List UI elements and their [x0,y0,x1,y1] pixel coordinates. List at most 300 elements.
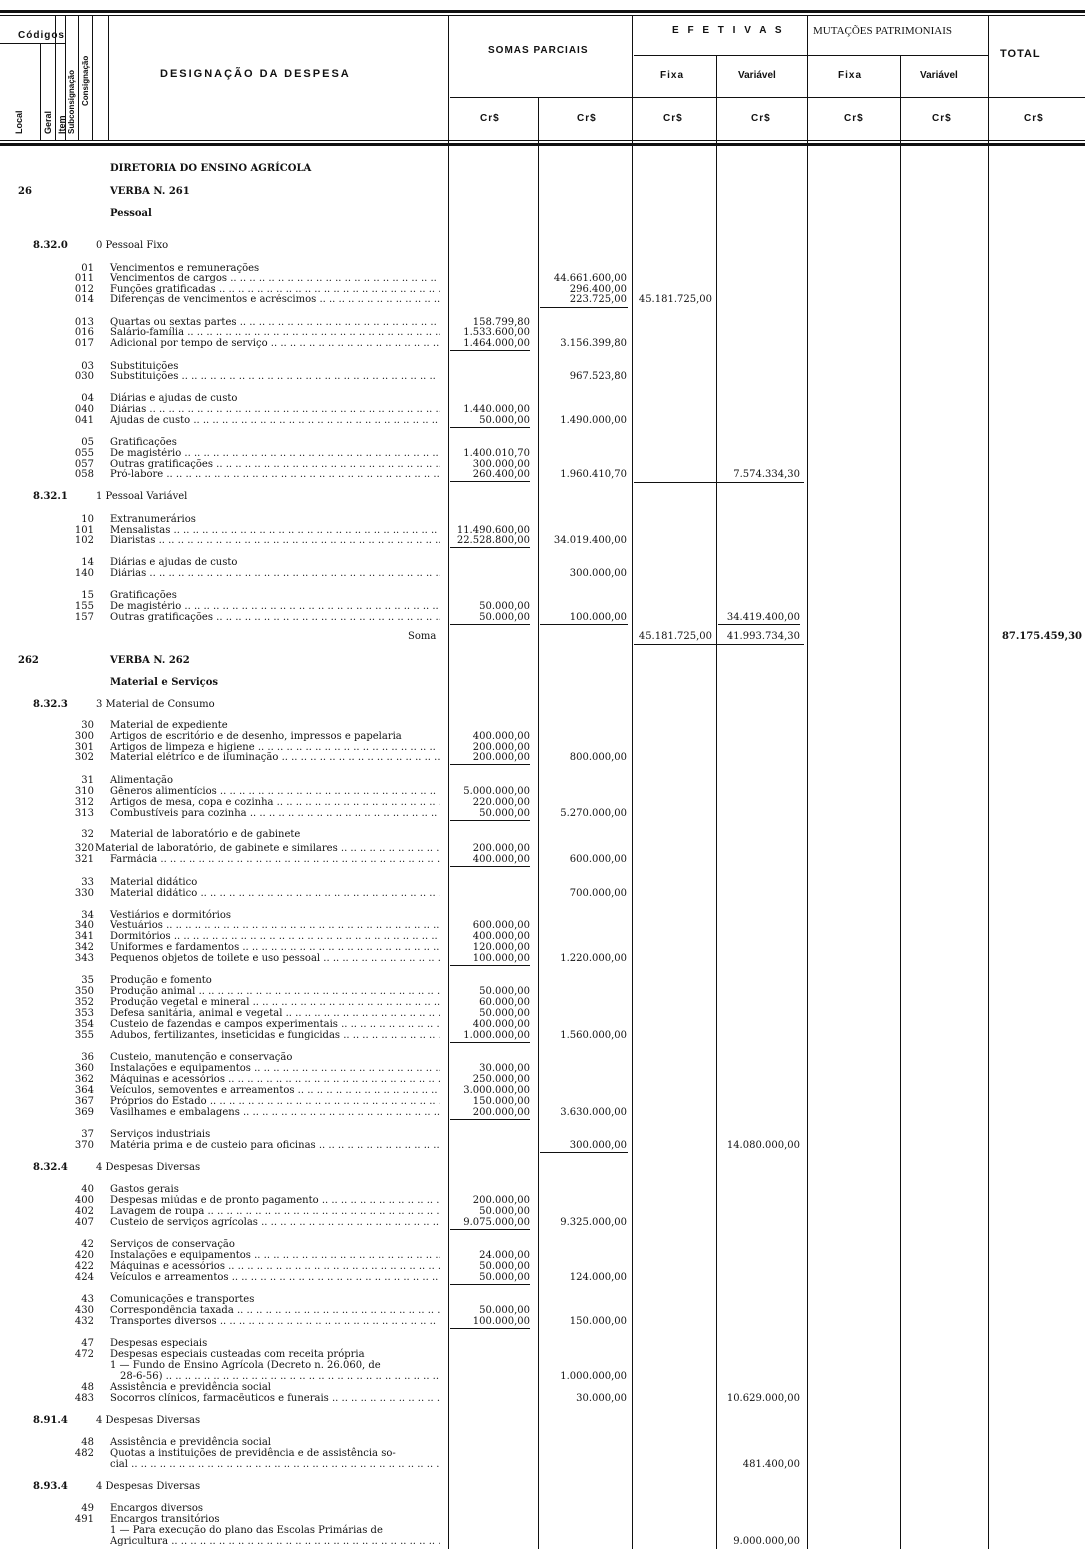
somas-parciais-1-value: 120.000,00 [472,942,530,953]
somas-parciais-1-value: 600.000,00 [472,920,530,931]
somas-parciais-1-value: 50.000,00 [479,1305,530,1316]
row-description: Material e Serviços [110,677,219,688]
row-description: Quotas a instituições de previdência e de assistência so- [110,1448,396,1459]
header-bottom-rule [0,140,1085,141]
table-row [0,1294,1085,1305]
geral-header: Geral [43,110,53,134]
soma-label: Soma [408,631,437,642]
table-row [0,797,1085,808]
somas-parciais-1-value: 300.000,00 [472,459,530,470]
row-description: Assistência e previdência social [110,1382,271,1393]
table-row [0,1052,1085,1063]
row-item-code: 016 [74,327,94,338]
row-description: cial .. .. [110,1459,440,1470]
somas-parciais-1-value: 60.000,00 [479,997,530,1008]
row-description: 3 Material de Consumo [96,699,215,710]
row-item-code: 05 [81,437,94,448]
table-row [0,469,1085,480]
efetivas-variavel-value: 41.993.734,30 [726,631,800,642]
subtotal-rule [540,1152,628,1153]
subtotal-rule [634,482,804,483]
row-description: Material elétrico e de iluminação .. .. [110,752,440,763]
subtotal-rule [450,350,530,351]
table-row [0,1239,1085,1250]
row-item-code: 312 [74,797,94,808]
row-item-code: 30 [81,720,94,731]
efetivas-variavel-value: 34.419.400,00 [726,612,800,623]
somas-parciais-2-value: 3.156.399,80 [560,338,627,349]
table-row [0,1129,1085,1140]
somas-parciais-1-value: 3.000.000,00 [463,1085,530,1096]
row-description: Material de laboratório, de gabinete e similares .. .. [95,843,440,854]
row-item-code: 42 [81,1239,94,1250]
row-item-code: 360 [74,1063,94,1074]
row-description: Pequenos objetos de toilete e uso pessoal .. .. [110,953,440,964]
table-row [0,1382,1085,1393]
row-description: Serviços de conservação [110,1239,235,1250]
row-item-code: 424 [74,1272,94,1283]
row-item-code: 313 [74,808,94,819]
somas-parciais-2-value: 30.000,00 [576,1393,627,1404]
subtotal-rule [450,866,530,867]
row-code: 8.32.3 [33,699,68,710]
row-description: Assistência e previdência social [110,1437,271,1448]
row-description: 1 — Para execução do plano das Escolas Primárias de [110,1525,383,1536]
row-item-code: 057 [74,459,94,470]
somas-parciais-2-value: 1.000.000,00 [560,1371,627,1382]
row-description: VERBA N. 262 [110,655,190,666]
subhead-rule [450,97,1085,98]
row-description: Correspondência taxada .. .. [110,1305,440,1316]
row-description: Diaristas .. .. [110,535,440,546]
row-item-code: 432 [74,1316,94,1327]
subtotal-rule [450,547,530,548]
table-row [0,631,1085,642]
row-description: Produção e fomento [110,975,212,986]
row-description: Matéria prima e de custeio para oficinas .. .. [110,1140,440,1151]
row-item-code: 31 [81,775,94,786]
row-description: Instalações e equipamentos .. .. [110,1063,440,1074]
row-item-code: 350 [74,986,94,997]
row-item-code: 157 [74,612,94,623]
somas-parciais-2-value: 1.960.410,70 [560,469,627,480]
row-item-code: 310 [74,786,94,797]
row-description: Custeio, manutenção e conservação [110,1052,293,1063]
total-header: TOTAL [1000,48,1041,60]
subtotal-rule [450,481,530,482]
subtotal-rule [540,307,628,308]
row-item-code: 33 [81,877,94,888]
somas-parciais-1-value: 50.000,00 [479,612,530,623]
row-item-code: 400 [74,1195,94,1206]
table-row [0,1349,1085,1360]
subtotal-rule [450,624,530,625]
somas-parciais-2-value: 296.400,00 [569,284,627,295]
table-row [0,829,1085,840]
row-item-code: 353 [74,1008,94,1019]
table-row [0,731,1085,742]
somas-parciais-1-value: 22.528.800,00 [456,535,530,546]
table-row [0,877,1085,888]
table-row [0,843,1085,854]
table-row [0,720,1085,731]
row-description: Gastos gerais [110,1184,179,1195]
row-item-code: 34 [81,910,94,921]
row-item-code: 102 [74,535,94,546]
row-item-code: 355 [74,1030,94,1041]
table-row [0,1525,1085,1536]
table-row [0,888,1085,899]
somas-parciais-1-value: 400.000,00 [472,854,530,865]
col-line-desc [108,15,109,140]
row-item-code: 48 [81,1437,94,1448]
row-item-code: 354 [74,1019,94,1030]
table-row [0,208,1085,219]
row-description: Gêneros alimentícios .. .. [110,786,440,797]
row-description: Instalações e equipamentos .. .. [110,1250,440,1261]
somas-parciais-1-value: 50.000,00 [479,1008,530,1019]
row-description: 4 Despesas Diversas [96,1415,201,1426]
table-row [0,1162,1085,1173]
somas-parciais-1-value: 9.075.000,00 [463,1217,530,1228]
row-item-code: 491 [74,1514,94,1525]
table-row [0,953,1085,964]
subtotal-rule [450,427,530,428]
row-description: Pessoal [110,208,152,219]
somas-parciais-2-value: 300.000,00 [569,568,627,579]
row-description: Substituições [110,361,179,372]
somas-parciais-1-value: 400.000,00 [472,931,530,942]
subconsignacao-header: Subconsignação [67,69,76,134]
currency-c4: Cr$ [751,113,771,124]
row-item-code: 35 [81,975,94,986]
table-row [0,1096,1085,1107]
efetivas-rule [634,55,989,56]
table-row [0,393,1085,404]
row-item-code: 014 [74,294,94,305]
table-row [0,273,1085,284]
somas-parciais-1-value: 250.000,00 [472,1074,530,1085]
row-item-code: 364 [74,1085,94,1096]
row-item-code: 407 [74,1217,94,1228]
row-item-code: 49 [81,1503,94,1514]
somas-parciais-2-value: 300.000,00 [569,1140,627,1151]
row-description: Outras gratificações .. .. [110,459,440,470]
row-description: De magistério .. .. [110,448,440,459]
row-item-code: 040 [74,404,94,415]
row-description: Máquinas e acessórios .. .. [110,1261,440,1272]
row-item-code: 300 [74,731,94,742]
table-row [0,294,1085,305]
subtotal-rule [450,965,530,966]
efetivas-variavel-value: 9.000.000,00 [733,1536,800,1547]
somas-parciais-1-value: 400.000,00 [472,1019,530,1030]
row-description: 28-6-56) .. .. [120,1371,440,1382]
somas-parciais-1-value: 150.000,00 [472,1096,530,1107]
row-description: Material de laboratório e de gabinete [110,829,301,840]
row-description: Custeio de serviços agrícolas .. .. [110,1217,440,1228]
table-row [0,404,1085,415]
somas-parciais-1-value: 200.000,00 [472,742,530,753]
row-code: 8.32.4 [33,1162,68,1173]
table-row [0,975,1085,986]
somas-parciais-2-value: 124.000,00 [569,1272,627,1283]
row-description: Custeio de fazendas e campos experimentais .. .. [110,1019,440,1030]
table-row [0,1107,1085,1118]
table-row [0,590,1085,601]
row-description: Agricultura .. .. [110,1536,440,1547]
table-row [0,775,1085,786]
table-row [0,1338,1085,1349]
row-description: Quartas ou sextas partes .. .. [110,317,440,328]
row-description: Lavagem de roupa .. .. [110,1206,440,1217]
somas-parciais-1-value: 50.000,00 [479,601,530,612]
table-row [0,1008,1085,1019]
row-description: Produção animal .. .. [110,986,440,997]
col-line-cons [92,15,93,140]
table-row [0,699,1085,710]
currency-c7: Cr$ [1024,113,1044,124]
row-description: Material didático .. .. [110,888,440,899]
table-row [0,1074,1085,1085]
somas-parciais-1-value: 1.533.600,00 [463,327,530,338]
table-row [0,557,1085,568]
table-row [0,920,1085,931]
table-row [0,1206,1085,1217]
row-item-code: 330 [74,888,94,899]
total-value: 87.175.459,30 [1001,631,1082,642]
table-row [0,535,1085,546]
efetivas-variavel-value: 10.629.000,00 [726,1393,800,1404]
somas-parciais-1-value: 100.000,00 [472,1316,530,1327]
somas-parciais-1-value: 30.000,00 [479,1063,530,1074]
row-item-code: 10 [81,514,94,525]
somas-parciais-1-value: 200.000,00 [472,752,530,763]
row-item-code: 15 [81,590,94,601]
row-description: Artigos de escritório e de desenho, impressos e papelaria [110,731,402,742]
table-row [0,371,1085,382]
table-row [0,437,1085,448]
row-description: Máquinas e acessórios .. .. [110,1074,440,1085]
somas-parciais-2-value: 44.661.600,00 [553,273,627,284]
somas-parciais-2-value: 34.019.400,00 [553,535,627,546]
somas-parciais-1-value: 220.000,00 [472,797,530,808]
row-description: Comunicações e transportes [110,1294,255,1305]
col-line-subcons [78,15,79,140]
row-item-code: 369 [74,1107,94,1118]
somas-parciais-1-value: 200.000,00 [472,843,530,854]
row-item-code: 055 [74,448,94,459]
somas-parciais-1-value: 50.000,00 [479,1206,530,1217]
row-description: Transportes diversos .. .. [110,1316,440,1327]
item-header: Item [57,115,67,134]
efetivas-fixa-value: 45.181.725,00 [638,294,712,305]
somas-parciais-1-value: 1.440.000,00 [463,404,530,415]
table-row [0,612,1085,623]
row-description: Farmácia .. .. [110,854,440,865]
row-code: 262 [18,655,39,666]
table-row [0,327,1085,338]
somas-parciais-1-value: 50.000,00 [479,415,530,426]
codigos-header: Códigos [18,30,65,41]
somas-parciais-1-value: 50.000,00 [479,1272,530,1283]
table-row [0,1514,1085,1525]
row-item-code: 37 [81,1129,94,1140]
table-row [0,1195,1085,1206]
somas-parciais-2-value: 1.220.000,00 [560,953,627,964]
efetivas-header: E F E T I V A S [672,25,785,36]
efetivas-variavel-value: 481.400,00 [742,1459,800,1470]
row-description: De magistério .. .. [110,601,440,612]
row-description: Encargos transitórios [110,1514,220,1525]
subtotal-rule [450,1042,530,1043]
row-description: Combustíveis para cozinha .. .. [110,808,440,819]
somas-parciais-2-value: 223.725,00 [569,294,627,305]
row-item-code: 402 [74,1206,94,1217]
table-row [0,1250,1085,1261]
row-description: Vasilhames e embalagens .. .. [110,1107,440,1118]
row-item-code: 362 [74,1074,94,1085]
row-description: Veículos, semoventes e arreamentos .. .. [110,1085,440,1096]
table-row [0,986,1085,997]
row-item-code: 340 [74,920,94,931]
table-row [0,1184,1085,1195]
subtotal-rule [450,820,530,821]
row-item-code: 36 [81,1052,94,1063]
row-item-code: 14 [81,557,94,568]
somas-parciais-2-value: 3.630.000,00 [560,1107,627,1118]
row-description: Vestiários e dormitórios [110,910,231,921]
row-description: Diárias e ajudas de custo [110,393,238,404]
row-description: 4 Despesas Diversas [96,1162,201,1173]
somas-parciais-2-value: 150.000,00 [569,1316,627,1327]
row-item-code: 40 [81,1184,94,1195]
row-description: Substituições .. .. [110,371,440,382]
row-item-code: 370 [74,1140,94,1151]
table-row [0,1503,1085,1514]
row-description: Adicional por tempo de serviço .. .. [110,338,440,349]
table-row [0,1448,1085,1459]
table-row [0,186,1085,197]
efetivas-variavel-value: 14.080.000,00 [726,1140,800,1151]
row-description: Dormitórios .. .. [110,931,440,942]
somas-parciais-1-value: 1.464.000,00 [463,338,530,349]
table-row [0,1459,1085,1470]
table-row [0,1316,1085,1327]
table-row [0,163,1085,174]
table-row [0,1371,1085,1382]
row-description: Socorros clínicos, farmacêuticos e funerais .. .. [110,1393,440,1404]
table-row [0,786,1085,797]
table-row [0,568,1085,579]
row-description: Artigos de limpeza e higiene .. .. [110,742,440,753]
somas-parciais-2-value: 700.000,00 [569,888,627,899]
row-code: 8.32.1 [33,491,68,502]
row-item-code: 32 [81,829,94,840]
currency-c6: Cr$ [932,113,952,124]
table-row [0,854,1085,865]
somas-parciais-1-value: 50.000,00 [479,808,530,819]
row-item-code: 483 [74,1393,94,1404]
row-item-code: 352 [74,997,94,1008]
table-row [0,1140,1085,1151]
table-row [0,931,1085,942]
table-row [0,514,1085,525]
row-description: Outras gratificações .. .. [110,612,440,623]
row-description: Despesas especiais [110,1338,208,1349]
row-description: Veículos e arreamentos .. .. [110,1272,440,1283]
row-description: Mensalistas .. .. [110,525,440,536]
row-description: 0 Pessoal Fixo [96,240,169,251]
subtotal-rule [540,624,628,625]
row-item-code: 343 [74,953,94,964]
row-description: Despesas miúdas e de pronto pagamento .. .. [110,1195,440,1206]
table-row [0,1261,1085,1272]
col-line-somas2 [538,97,539,1549]
row-description: Diárias .. .. [110,568,440,579]
somas-parciais-2-value: 800.000,00 [569,752,627,763]
row-description: Salário-família .. .. [110,327,440,338]
row-description: Adubos, fertilizantes, inseticidas e fungicidas .. .. [110,1030,440,1041]
row-item-code: 422 [74,1261,94,1272]
row-description: Defesa sanitária, animal e vegetal .. .. [110,1008,440,1019]
row-description: 1 Pessoal Variável [96,491,188,502]
somas-parciais-header: SOMAS PARCIAIS [488,45,589,56]
row-item-code: 47 [81,1338,94,1349]
row-item-code: 342 [74,942,94,953]
row-item-code: 420 [74,1250,94,1261]
table-row [0,1085,1085,1096]
row-item-code: 013 [74,317,94,328]
row-item-code: 341 [74,931,94,942]
table-row [0,1360,1085,1371]
row-description: Encargos diversos [110,1503,204,1514]
designacao-header: DESIGNAÇÃO DA DESPESA [160,68,351,80]
table-row [0,1393,1085,1404]
row-description: Diárias .. .. [110,404,440,415]
row-item-code: 43 [81,1294,94,1305]
efetivas-variavel-value: 7.574.334,30 [733,469,800,480]
row-description: Produção vegetal e mineral .. .. [110,997,440,1008]
row-description: Despesas especiais custeadas com receita própria [110,1349,365,1360]
row-item-code: 48 [81,1382,94,1393]
row-item-code: 472 [74,1349,94,1360]
row-description: Extranumerários [110,514,196,525]
row-description: Diferenças de vencimentos e acréscimos .. .. [110,294,440,305]
somas-parciais-1-value: 50.000,00 [479,986,530,997]
subtotal-rule [450,1328,530,1329]
table-row [0,1481,1085,1492]
currency-c5: Cr$ [844,113,864,124]
somas-parciais-2-value: 5.270.000,00 [560,808,627,819]
row-item-code: 321 [74,854,94,865]
row-description: Vestuários .. .. [110,920,440,931]
row-description: Alimentação [110,775,174,786]
table-row [0,1272,1085,1283]
row-item-code: 030 [74,371,94,382]
row-description: Uniformes e fardamentos .. .. [110,942,440,953]
table-row [0,997,1085,1008]
subtotal-rule [450,1119,530,1120]
row-item-code: 302 [74,752,94,763]
top-rule-2 [0,15,1085,16]
table-row [0,677,1085,688]
table-row [0,601,1085,612]
row-description: Ajudas de custo .. .. [110,415,440,426]
currency-c3: Cr$ [663,113,683,124]
somas-parciais-1-value: 260.400,00 [472,469,530,480]
somas-parciais-1-value: 11.490.600,00 [456,525,530,536]
